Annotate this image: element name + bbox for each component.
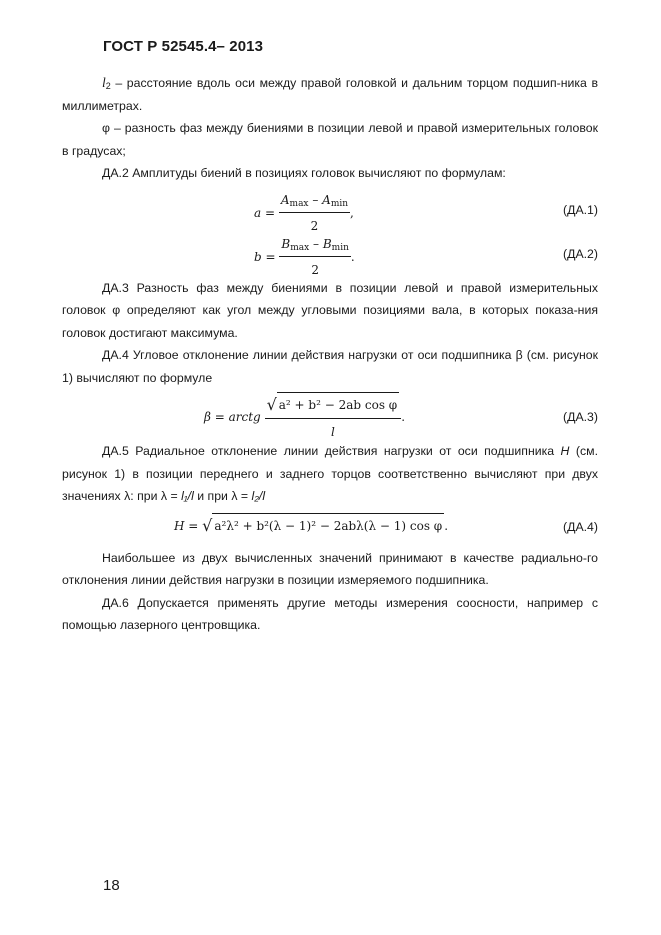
formula-da2-fraction	[279, 233, 351, 282]
formula-da1-denominator: 2	[310, 219, 319, 233]
formula-da3-fraction	[265, 392, 402, 443]
radical-sign: √	[202, 515, 213, 535]
equation-number-da2: (ДА.2)	[563, 246, 598, 261]
radical-sign: √	[266, 395, 277, 414]
l2-subscript: 2	[105, 81, 111, 91]
equation-number-da3: (ДА.3)	[563, 410, 598, 424]
l2-symbol: l	[102, 75, 106, 90]
formula-da2	[254, 233, 355, 282]
da5-text-a: ДА.5 Радиальное отклонение линии действия нагрузки от оси подшипника	[102, 444, 561, 458]
formula-da1-minus: –	[308, 192, 323, 207]
page-number: 18	[103, 877, 120, 894]
equation-da1	[62, 189, 598, 233]
formula-da1-lhs: a =	[254, 205, 276, 220]
formula-da1-end: ,	[350, 205, 354, 220]
formula-da2-end: .	[350, 249, 355, 264]
formula-da2-num-a: B	[281, 236, 291, 251]
da5-text-b: (см. рисунок 1) в позиции переднего и заднего торцов соответственно вычисляют при двух значениях λ: при λ =	[62, 444, 599, 503]
paragraph-max-value: Наибольшее из двух вычисленных значений принимают в качестве радиально-го отклонения линии действия нагрузки в позиции измеряемого подшипника.	[62, 550, 598, 587]
formula-da3-end: .	[401, 410, 406, 424]
formula-da1-fraction	[279, 189, 350, 238]
da5-lambda-value-1: l₁/l	[181, 489, 194, 503]
paragraph-da6: ДА.6 Допускается применять другие методы измерения соосности, например с помощью лазерного центровщика.	[62, 595, 598, 632]
da5-h-symbol: H	[560, 444, 570, 458]
formula-da2-num-b: B	[322, 236, 332, 251]
l2-definition-text: – расстояние вдоль оси между правой головкой и дальним торцом подшип-ника в миллиметрах.	[62, 76, 598, 113]
formula-da3-lhs: β = arctg	[204, 410, 261, 424]
formula-da2-num-a-sub: max	[290, 242, 310, 253]
formula-da4-radicand: a²λ² + b²(λ − 1)² − 2abλ(λ − 1) cos φ	[212, 513, 444, 538]
formula-da2-denominator: 2	[311, 263, 319, 277]
equation-da4	[62, 513, 598, 547]
formula-da1-num-b: A	[322, 192, 331, 207]
paragraph-da5	[62, 440, 598, 508]
formula-da1-num-b-sub: min	[330, 198, 349, 209]
equation-number-da4: (ДА.4)	[563, 519, 598, 534]
formula-da1-num-a-sub: max	[289, 198, 309, 209]
document-body	[62, 72, 598, 637]
paragraph-da4: ДА.4 Угловое отклонение линии действия нагрузки от оси подшипника β (см. рисунок 1) вычисляют по формуле	[62, 348, 598, 385]
formula-da4-end: .	[444, 518, 449, 533]
formula-da2-num-b-sub: min	[331, 242, 349, 253]
equation-da3	[62, 392, 598, 440]
da5-text-c: и при λ =	[193, 489, 252, 503]
paragraph-phi-definition: φ – разность фаз между биениями в позиции левой и правой измерительных головок в градусах;	[62, 121, 598, 158]
da5-lambda-value-2: l₂/l	[251, 489, 266, 503]
formula-da4	[174, 513, 448, 538]
page-header: ГОСТ Р 52545.4– 2013	[103, 38, 264, 55]
equation-da2	[62, 233, 598, 277]
formula-da2-lhs: b =	[254, 249, 276, 264]
formula-da3-denominator: l	[330, 424, 335, 439]
formula-da3-radicand: a² + b² − 2ab cos φ	[277, 392, 399, 417]
paragraph-da3: ДА.3 Разность фаз между биениями в позиции левой и правой измерительных головок φ определяют как угол между угловыми позициями вала, в которых показа-ния головок достигают максимума.	[62, 280, 598, 340]
formula-da4-lhs: H =	[174, 518, 199, 533]
formula-da2-minus: –	[309, 236, 323, 251]
equation-number-da1: (ДА.1)	[563, 202, 598, 217]
paragraph-da2: ДА.2 Амплитуды биений в позициях головок вычисляют по формулам:	[102, 166, 506, 180]
formula-da1-num-a: A	[280, 192, 290, 207]
paragraph-l2-definition	[62, 72, 598, 117]
formula-da1	[254, 189, 354, 238]
formula-da3	[204, 392, 405, 443]
